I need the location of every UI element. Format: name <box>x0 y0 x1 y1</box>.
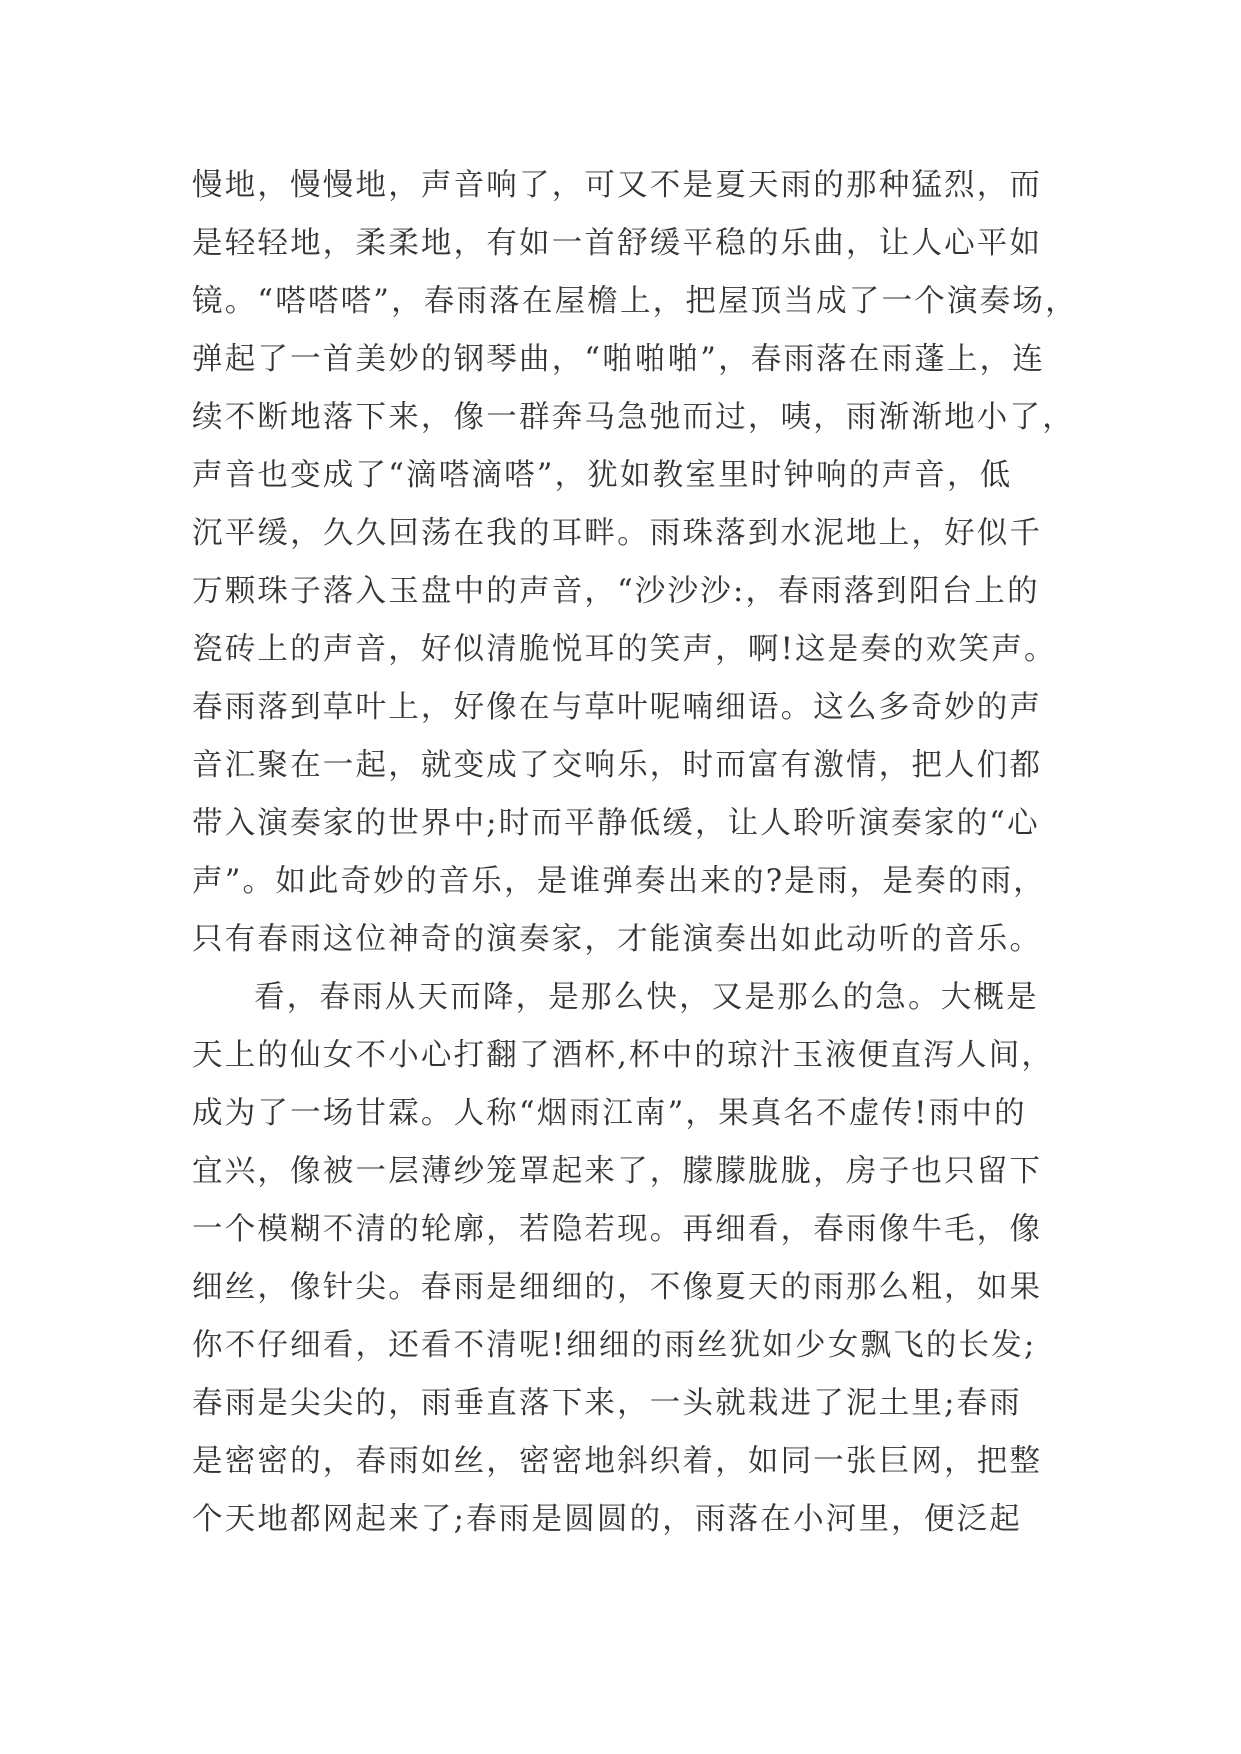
text-line: 带入演奏家的世界中;时而平静低缓，让人聆听演奏家的“心 <box>192 806 1040 841</box>
text-line: 音汇聚在一起，就变成了交响乐，时而富有激情，把人们都 <box>192 748 1043 783</box>
text-line: 成为了一场甘霖。人称“烟雨江南”，果真名不虚传!雨中的 <box>192 1096 1027 1131</box>
text-line: 声音也变成了“滴嗒滴嗒”，犹如教室里时钟响的声音，低 <box>192 458 1013 493</box>
text-line: 宜兴，像被一层薄纱笼罩起来了，朦朦胧胧，房子也只留下 <box>192 1154 1043 1189</box>
text-line: 是密密的，春雨如丝，密密地斜织着，如同一张巨网，把整 <box>192 1444 1043 1479</box>
text-line: 春雨是尖尖的，雨垂直落下来，一头就栽进了泥土里;春雨 <box>192 1386 1022 1421</box>
text-line: 春雨落到草叶上，好像在与草叶呢喃细语。这么多奇妙的声 <box>192 690 1043 725</box>
body-text <box>192 157 1078 1549</box>
text-line: 续不断地落下来，像一群奔马急弛而过，咦，雨渐渐地小了， <box>192 400 1075 435</box>
text-line: 万颗珠子落入玉盘中的声音，“沙沙沙:，春雨落到阳台上的 <box>192 574 1040 609</box>
text-line: 一个模糊不清的轮廓，若隐若现。再细看，春雨像牛毛，像 <box>192 1212 1043 1247</box>
text-line: 镜。“嗒嗒嗒”，春雨落在屋檐上，把屋顶当成了一个演奏场， <box>192 284 1078 319</box>
text-line: 瓷砖上的声音，好似清脆悦耳的笑声，啊!这是奏的欢笑声。 <box>192 632 1057 667</box>
text-line: 天上的仙女不小心打翻了酒杯,杯中的琼汁玉液便直泻人间， <box>192 1038 1055 1073</box>
text-line: 是轻轻地，柔柔地，有如一首舒缓平稳的乐曲，让人心平如 <box>192 226 1043 261</box>
text-line: 声”。如此奇妙的音乐，是谁弹奏出来的?是雨，是奏的雨， <box>192 864 1046 899</box>
text-line: 沉平缓，久久回荡在我的耳畔。雨珠落到水泥地上，好似千 <box>192 516 1043 551</box>
text-line: 你不仔细看，还看不清呢!细细的雨丝犹如少女飘飞的长发; <box>192 1328 1037 1363</box>
text-line: 只有春雨这位神奇的演奏家，才能演奏出如此动听的音乐。 <box>192 922 1043 957</box>
text-line: 细丝，像针尖。春雨是细细的，不像夏天的雨那么粗，如果 <box>192 1270 1043 1305</box>
text-line: 个天地都网起来了;春雨是圆圆的，雨落在小河里，便泛起 <box>192 1502 1022 1537</box>
text-line: 慢地，慢慢地，声音响了，可又不是夏天雨的那种猛烈，而 <box>192 168 1043 203</box>
text-line: 弹起了一首美妙的钢琴曲，“啪啪啪”，春雨落在雨蓬上，连 <box>192 342 1046 377</box>
paragraph-start-line: 看，春雨从天而降，是那么快，又是那么的急。大概是 <box>254 980 1039 1015</box>
